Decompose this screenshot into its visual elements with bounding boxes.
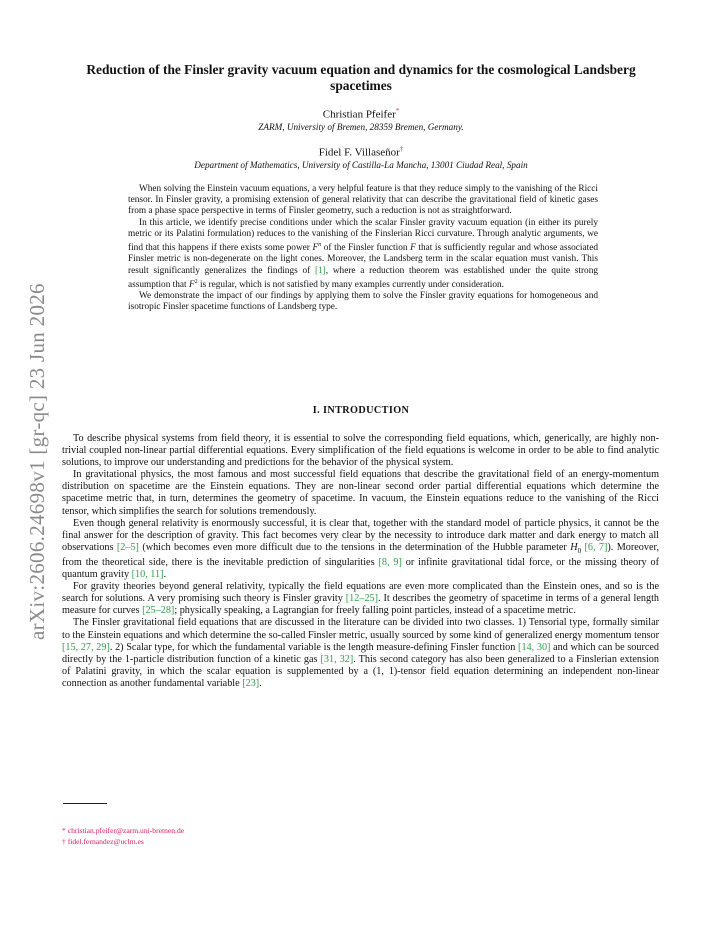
citation-link[interactable]: [6, 7] xyxy=(584,541,608,553)
paper-title: Reduction of the Finsler gravity vacuum equation and dynamics for the cosmological Landsberg spacetimes xyxy=(86,62,636,93)
author-1 xyxy=(60,107,662,121)
author-2-mark[interactable]: † xyxy=(399,145,404,153)
introduction-body xyxy=(62,433,659,690)
citation-link[interactable]: [15, 27, 29] xyxy=(62,641,110,653)
abstract-paragraph-1: When solving the Einstein vacuum equations, a very helpful feature is that they reduce simply to the vanishing of the Ricci tensor. In Finsler gravity, a promising extension of general relativity that can describe the gravitational field of kinetic gases from a phase space perspective in terms of Finsler geometry, such a reduction is not as straightforward. xyxy=(128,184,598,217)
footnote-1[interactable] xyxy=(62,826,184,835)
citation-link[interactable]: [25–28] xyxy=(142,605,175,617)
intro-paragraph-5: The Finsler gravitational field equations that are discussed in the literature can be divided into two classes. 1) Tensorial type, formally similar to the Einstein equations and which determine the so-called Finsler metric, usually sourced by some kind of generalized energy momentum tensor [15, 27, 29]. 2) Scalar type, for which the fundamental variable is the length measure-defining Finsler function [14, 30] and which can be sourced directly by the 1-particle distribution function of a kinetic gas [31, 32]. This second category has also been generalized to a Finslerian extension of Palatini gravity, in which the scalar equation is supplemented by a (1, 1)-tensor field equation determining an independent non-linear connection as another fundamental variable [23]. xyxy=(62,617,659,689)
author-2-name: Fidel F. Villaseñor xyxy=(318,146,400,159)
citation-link[interactable]: [23] xyxy=(242,677,260,689)
author-2 xyxy=(60,145,662,159)
abstract-paragraph-3: We demonstrate the impact of our findings by applying them to solve the Finsler gravity equations for homogeneous and isotropic Finsler spacetime functions of Landsberg type. xyxy=(128,291,598,313)
intro-paragraph-1: To describe physical systems from field theory, it is essential to solve the corresponding field equations, which, generically, are highly non-trivial coupled non-linear partial differential equations. Every simplification of the field equations is welcome in order to be able to find analytic solutions, to improve our understanding and predictions for the behavior of the physical system. xyxy=(62,433,659,469)
intro-paragraph-4: For gravity theories beyond general relativity, typically the field equations are even more complicated than the Einstein ones, and so is the search for solutions. A very promising such theory is Finsler gravity [12–25]. It describes the geometry of spacetime in terms of a general length measure for curves [25–28]; physically speaking, a Lagrangian for freely falling point particles, instead of a spacetime metric. xyxy=(62,581,659,617)
footnote-2[interactable] xyxy=(62,837,144,846)
author-1-name: Christian Pfeifer xyxy=(322,108,396,121)
citation-link[interactable]: [31, 32] xyxy=(320,653,354,665)
footnote-2-email[interactable]: fidel.fernandez@uclm.es xyxy=(67,837,144,846)
author-1-affiliation: ZARM, University of Bremen, 28359 Bremen, Germany. xyxy=(258,122,464,132)
intro-paragraph-2: In gravitational physics, the most famous and most successful field equations that describe the gravitational field of an energy-momentum distribution on spacetime are the Einstein equations. They are non-linear second order partial differential equations which determine the spacetime metric that, in turn, determines the geometry of spacetime. In vacuum, the Einstein equations reduce to the vanishing of the Ricci tensor, which simplifies the search for solutions tremendously. xyxy=(62,469,659,517)
author-2-affiliation: Department of Mathematics, University of Castilla-La Mancha, 13001 Ciudad Real, Spain xyxy=(194,160,528,170)
citation-link[interactable]: [2–5] xyxy=(116,541,139,553)
abstract-paragraph-2: In this article, we identify precise conditions under which the scalar Finsler gravity vacuum equation (in either its purely metric or its Palatini formulation) reduces to the vanishing of the Finslerian Ricci curvature. Through analytic arguments, we find that this happens if there exists some power $F^n$ of the Finsler function F that is sufficiently regular and whose associated Finsler metric is non-degenerate on the light cones. Moreover, the Landsberg term in the scalar equation must vanish. This result significantly generalizes the findings of [1], where a reduction theorem was established under the quite strong assumption that $F^2$ is regular, which is not satisfied by many examples currently under consideration. xyxy=(128,217,598,290)
arxiv-sidebar xyxy=(18,268,48,648)
footnote-divider xyxy=(63,803,107,804)
abstract xyxy=(128,184,598,313)
citation-link[interactable]: [14, 30] xyxy=(518,641,551,653)
footnote-2-mark: † xyxy=(62,837,66,846)
footnote-1-email[interactable]: christian.pfeifer@zarm.uni-bremen.de xyxy=(67,826,185,835)
citation-link[interactable]: [10, 11] xyxy=(131,569,164,581)
arxiv-identifier: arXiv:2606.24698v1 [gr-qc] 23 Jun 2026 xyxy=(25,283,49,640)
citation-link[interactable]: [12–25] xyxy=(345,593,379,605)
author-1-mark[interactable]: * xyxy=(395,107,400,115)
intro-paragraph-3: Even though general relativity is enormously successful, it is clear that, together with the standard model of particle physics, it cannot be the final answer for the description of gravity. This fact becomes very clear by the necessity to introduce dark matter and dark energy to match all observations [2–5] (which becomes even more difficult due to the tensions in the determination of the Hubble parameter $H_0$ [6, 7]). Moreover, from the theoretical side, there is the inevitable prediction of singularities [8, 9] or infinite gravitational tidal force, or the missing theory of quantum gravity [10, 11]. xyxy=(62,517,660,581)
citation-link[interactable]: [8, 9] xyxy=(378,556,402,568)
section-heading: I. INTRODUCTION xyxy=(312,405,410,416)
footnote-1-mark: * xyxy=(62,826,66,835)
